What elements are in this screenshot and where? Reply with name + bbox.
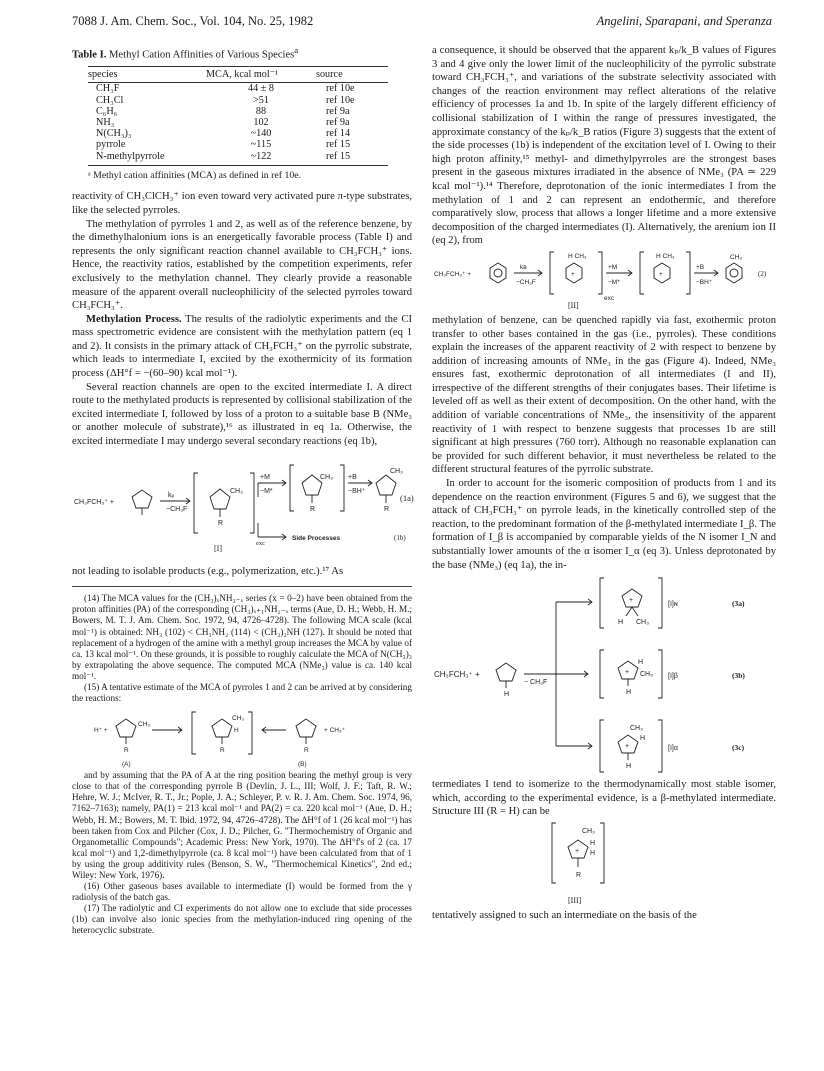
paragraph: reactivity of CH₃ClCH₃⁺ ion even toward very activated pure π-type substrates, like the selected pyrroles. [72, 191, 412, 216]
table-caption-sup: a [294, 45, 299, 55]
eq-3a-number: (3a) [732, 599, 745, 609]
rate-label: kₚ [168, 491, 175, 499]
table-cell-mca: ~140 [250, 128, 272, 140]
svg-text:+: + [571, 270, 575, 278]
plus-b-label: +B [348, 473, 357, 481]
n-r-label: R [310, 505, 316, 513]
svg-text:H: H [504, 691, 510, 699]
left-column [72, 44, 412, 937]
svg-text:H: H [626, 689, 632, 697]
svg-text:H: H [618, 619, 624, 627]
footnotes [72, 593, 412, 936]
svg-text:+: + [625, 669, 630, 677]
table-cell-species: pyrrole [96, 139, 126, 151]
svg-text:+ CH₃⁺: + CH₃⁺ [324, 727, 346, 735]
intermediate-I-label: [I] [214, 543, 222, 553]
svg-text:−CH₃F: −CH₃F [516, 278, 536, 286]
svg-text:H: H [590, 849, 596, 857]
species-a-label: (A) [122, 761, 131, 769]
paragraph-text: The results of the radiolytic experiments and the CI mass spectrometric evidence are consistent with the methylation pattern (eq 1 and 2). It consists in the primary attack of CH₃FCH₃⁺ on the pyrrolic substrate, which leads to intermediate I, excited by the exothermicity of its formation process (ΔH°f = −(60–90) kcal mol⁻¹). [72, 313, 412, 380]
table-cell-species: CH₃Cl [96, 94, 124, 106]
footnote-17: (17) The radiolytic and CI experiments do not allow one to exclude that side processes (1b) can involve also ionic species from the methylation-induced ring opening of the heterocyclic substrate. [72, 903, 412, 936]
loss-label: −CH₃F [166, 505, 188, 513]
equation-2-drawing [432, 248, 776, 314]
paragraph [72, 313, 412, 381]
table-caption-text: Methyl Cation Affinities of Various Species [109, 49, 295, 61]
table-cell-mca: 102 [253, 116, 269, 128]
eq-3c-number: (3c) [732, 743, 745, 753]
footnote-14: (14) The MCA values for the (CH₃)ₓNH₃₋ₓ series (x = 0–2) have been obtained from the proton affinities (PA) of the corresponding (CH₃)ₓ₊₁NH₂₋ₓ terms (Aue, D. H.; Webb, H. M.; Bowers, M. T. J. Am. Chem. Soc. 1972, 94, 4726–4728). The following MCA scale (kcal mol⁻¹) is obtained: NH₃ (102) < CH₃NH₂ (114) < (CH₃)₂NH (127). It should be noted that replacement of a hydrogen of the amine with a methyl group increases the MCA by value of ca. 13 kcal mol⁻¹. On these grounds, it is possible to roughly calculate the MCA of N(CH₃)₃ by extrapolating the above sequence. The computed MCA (NMe₃) value is ca. 140 kcal mol⁻¹. [72, 593, 412, 681]
header-right: Angelini, Sparapani, and Speranza [596, 14, 772, 28]
svg-text:CH₃: CH₃ [640, 671, 653, 679]
mca-table [88, 66, 388, 166]
plus-m-label: +M [260, 473, 270, 481]
svg-text:H: H [638, 659, 644, 667]
section-heading: Methylation Process. [86, 313, 182, 325]
svg-text:H: H [626, 763, 632, 771]
footnote-rule [72, 586, 412, 587]
svg-text:−M*: −M* [608, 278, 620, 286]
paragraph: tentatively assigned to such an intermediate on the basis of the [432, 909, 697, 921]
table-cell-source: ref 15 [326, 139, 351, 151]
table-cell-mca: >51 [253, 94, 269, 106]
exc-label: exc [256, 539, 266, 547]
svg-text:H⁺ +: H⁺ + [94, 727, 108, 735]
svg-text:[I]α: [I]α [668, 745, 678, 753]
svg-text:+: + [625, 743, 630, 751]
paragraph: In order to account for the isomeric composition of products from 1 and its dependence on the reaction environment (Figures 5 and 6), we suggest that the attack of CH₃FCH₃⁺ on pyrrole leads, in the kinetically controlled step of the reaction, to the predominant formation of the β-methylated intermediate I_β. The formation of I_β is accompanied by comparable yields of the N isomer I_N and substantially lower amounts of the α isomer I_α (eq 3). Unless deprotonated by the base (NMe₃) (eq 1a), the in- [432, 478, 776, 571]
minus-m-label: −M* [260, 487, 273, 495]
equation-3-scheme [432, 572, 776, 778]
table-row [88, 83, 388, 95]
svg-text:+M: +M [608, 263, 618, 271]
table-row [88, 128, 388, 139]
table-row [88, 106, 388, 117]
table-cell-species: N(CH₃)₃ [96, 128, 132, 140]
table-cell-source: ref 10e [326, 83, 355, 95]
eq-2-number: (2) [758, 269, 767, 278]
table-cell-species: CH₃F [96, 83, 120, 95]
svg-text:[I]β: [I]β [668, 673, 678, 681]
paragraph: Several reaction channels are open to the excited intermediate I. A direct route to the methylated products is represented by collisional stabilization of the excited intermediate I, followed by loss of a proton to a suitable base B (NMe₃ or another molecule of substrate),¹⁶ as illustrated in eq 1a. Otherwise, the excited intermediate I may undergo several secondary reactions (eq 1b), [72, 381, 412, 448]
table-cell-species: N-methylpyrrole [88, 151, 206, 166]
footnote-15-scheme [72, 704, 412, 770]
methyl-label: CH₃ [320, 473, 333, 481]
paragraph: termediates I tend to isomerize to the thermodynamically most stable isomer, which, according to the experimental evidence, is a β-methylated intermediate. Structure III (R = H) can be [432, 779, 776, 818]
footnote-15-continued: and by assuming that the PA of A at the ring position bearing the methyl group is very close to that of the corresponding pyrrole B (Devlin, J. L., III; Wolf, J. F.; Taft, R. W.; Hehre, W. J.; McIver, R. T., Jr.; Pople, J. A.; Schleyer, P. v. R. J. Am. Chem. Soc. 1974, 96, 7162–7163); namely, PA(1) = 213 kcal mol⁻¹ and PA(2) = ca. 220 kcal mol⁻¹ (Aue, D. H.; Webb, H. M.; Bowers, M. T. Ibid. 1972, 94, 4726–4728). The ΔH°f of 1 (26 kcal mol⁻¹) has been taken from Cox and Pilcher (Cox, J. D.; Pilcher, G. "Thermochemistry of Organic and Organometallic Compounds"; Academic Press: New York, 1970). The ΔH°f's of 2 (ca. 17 kcal mol⁻¹) and 1,2-dimethylpyrrole (ca. 8 kcal mol⁻¹) have been calculated from that of 1 by using the group additivity rules (Benson, S. W., "Thermochemical Kinetics", 2nd ed.; Wiley: New York, 1976). [72, 770, 412, 880]
side-processes-label: Side Processes [292, 534, 341, 542]
eq-3-reagent: CH₃FCH₃⁺ + [434, 670, 480, 680]
table-cell-source: ref 9a [326, 116, 350, 128]
intermediate-II-label: [II] [568, 300, 579, 310]
eq-1b-number: (1b) [394, 533, 406, 542]
paragraph: a consequence, it should be observed that the apparent kₚ/k_B values of Figures 3 and 4 give only the lower limit of the nucleophilicity of the pyrrolic substrate toward CH₃FCH₃⁺, and variations of the substrate selectivity associated with changes of the reaction environment may reflect alterations of the relative efficiency of processes 1a and 1b. In spite of the largely different efficiency of collisional stabilization of I within the range of pressures investigated, the approximate constancy of the kₚ/k_B ratios (Figure 3) suggests that the extent of the side processes (1b) is independent of the excitation level of I. Owing to their high proton affinity,¹⁵ methyl- and dimethylpyrroles are the strongest bases present in the gaseous mixtures irradiated in the absence of NMe₃ (PA ≃ 229 kcal mol⁻¹).¹⁴ Therefore, deprotonation of the ionic intermediates I from the methylation of 1 and 2 can represent an endothermic, and therefore comparatively slow, process that allows a longer lifetime and a more extensive decomposition of the charged intermediates (I). Alternatively, the arenium ion II (eq 2), from [432, 45, 776, 247]
svg-text:CH₃: CH₃ [630, 725, 643, 733]
header-left: 7088 J. Am. Chem. Soc., Vol. 104, No. 25, 1982 [72, 14, 314, 28]
svg-text:R: R [304, 747, 309, 755]
structure-III [432, 819, 776, 909]
eq-1a-number: (1a) [400, 492, 414, 503]
species-b-label: (B) [298, 761, 307, 769]
paragraph: The methylation of pyrroles 1 and 2, as well as of the reference benzene, by the dimethylhalonium ions is an energetically favorable process (Table I) and represents the only significant reaction channel available to CH₃FCH₃⁺ ions. Hence, the reactivity ratios, established by the competition experiments, refer exclusively to the methylation channel. They clearly provide a reasonable measure of the apparent overall nucleophilicity of the selected pyrroles toward CH₃FCH₃⁺. [72, 218, 412, 312]
svg-text:[I]ɴ: [I]ɴ [668, 601, 678, 609]
structure-III-drawing [432, 819, 776, 909]
table-row [88, 139, 388, 150]
table-cell-mca: ~115 [250, 139, 272, 151]
footnote-16: (16) Other gaseous bases available to intermediate (I) would be formed from the γ radiolysis of the batch gas. [72, 881, 412, 903]
page-header [72, 14, 772, 34]
table-cell-source: ref 15 [316, 151, 388, 166]
eq-3b-number: (3b) [732, 671, 745, 681]
svg-text:H CH₃: H CH₃ [656, 252, 675, 260]
right-column [432, 44, 776, 923]
footnote-15: (15) A tentative estimate of the MCA of pyrroles 1 and 2 can be arrived at by considering the reactions: [72, 681, 412, 704]
svg-text:H: H [234, 727, 239, 735]
svg-text:H CH₃: H CH₃ [568, 252, 587, 260]
svg-text:+: + [575, 847, 580, 855]
svg-text:CH₃: CH₃ [636, 619, 649, 627]
table-cell-species: C₆H₆ [96, 105, 118, 117]
svg-text:CH₃: CH₃ [582, 827, 595, 835]
table-header-species: species [88, 67, 206, 83]
paragraph: not leading to isolable products (e.g., polymerization, etc.).¹⁷ As [72, 565, 344, 577]
svg-text:exc: exc [604, 294, 615, 302]
footnote-15-drawing [72, 704, 412, 770]
svg-text:R: R [576, 871, 582, 879]
table-header-source: source [316, 67, 388, 83]
table-cell-mca: 44 ± 8 [248, 83, 274, 95]
svg-text:H: H [590, 839, 596, 847]
svg-text:CH₃: CH₃ [730, 253, 743, 261]
svg-text:R: R [220, 747, 225, 755]
svg-text:+: + [629, 597, 634, 605]
svg-text:−BH⁺: −BH⁺ [696, 278, 713, 286]
table-header-mca: MCA, kcal mol⁻¹ [206, 67, 316, 83]
equation-3-drawing [432, 572, 776, 778]
table-row [88, 117, 388, 128]
svg-text:+: + [659, 270, 663, 278]
table-cell-source: ref 9a [326, 105, 350, 117]
table-cell-mca: 88 [255, 105, 267, 117]
svg-text:R: R [124, 747, 129, 755]
svg-text:CH₃: CH₃ [138, 721, 151, 729]
equation-1-drawing [72, 453, 412, 561]
svg-text:CH₃FCH₃⁺ +: CH₃FCH₃⁺ + [434, 270, 472, 278]
table-footnote: ᵃ Methyl cation affinities (MCA) as defined in ref 10e. [88, 169, 302, 181]
n-r-label: R [218, 519, 224, 527]
svg-text:kв: kв [520, 263, 527, 271]
equation-2-scheme [432, 248, 776, 314]
table-cell-source: ref 10e [326, 94, 355, 106]
table-row [88, 95, 388, 106]
n-r-label: R [384, 505, 390, 513]
methyl-label: CH₃ [390, 467, 403, 475]
intermediate-III-label: [III] [568, 895, 582, 905]
table-row [88, 151, 388, 166]
table-cell-species: NH₃ [96, 116, 115, 128]
minus-bh-label: −BH⁺ [348, 487, 366, 495]
table-caption [72, 44, 412, 62]
table-caption-label: Table I. [72, 49, 107, 61]
methyl-label: CH₃ [230, 487, 243, 495]
eq-3-loss: − CH₃F [524, 679, 548, 687]
reactant-label: CH₃FCH₃⁺ + [74, 498, 114, 506]
table-cell-source: ref 14 [326, 128, 351, 140]
paragraph: methylation of benzene, can be quenched rapidly via fast, exothermic proton transfer to other bases contained in the gas (i.e., pyrroles). These conditions explain the increases of the apparent reactivity of 2 with respect to benzene by addition of increasing amounts of NMe₃ in the gas (Figure 4). Indeed, NMe₃ ensures fast, exothermic deprotonation of all intermediates (I and II), irrespective of the different strengths of their conjugates bases. Their lifetime is leveled off as well as their extent of decomposition. On the other hand, with the addition of variable concentrations of NMe₃, the insensitivity of the apparent reactivity of 1 with respect to benzene suggests that processes 1b are still significant at high pressures (760 torr). Although no reasonable explanation can be provided for such different behavior, it must nevertheless be related to the different structural features of the pyrrolic substrate. [432, 314, 776, 476]
equation-1-scheme [72, 453, 412, 561]
svg-text:+B: +B [696, 263, 705, 271]
svg-text:H: H [640, 735, 646, 743]
svg-text:CH₃: CH₃ [232, 715, 245, 723]
table-cell-mca: ~122 [206, 151, 316, 166]
